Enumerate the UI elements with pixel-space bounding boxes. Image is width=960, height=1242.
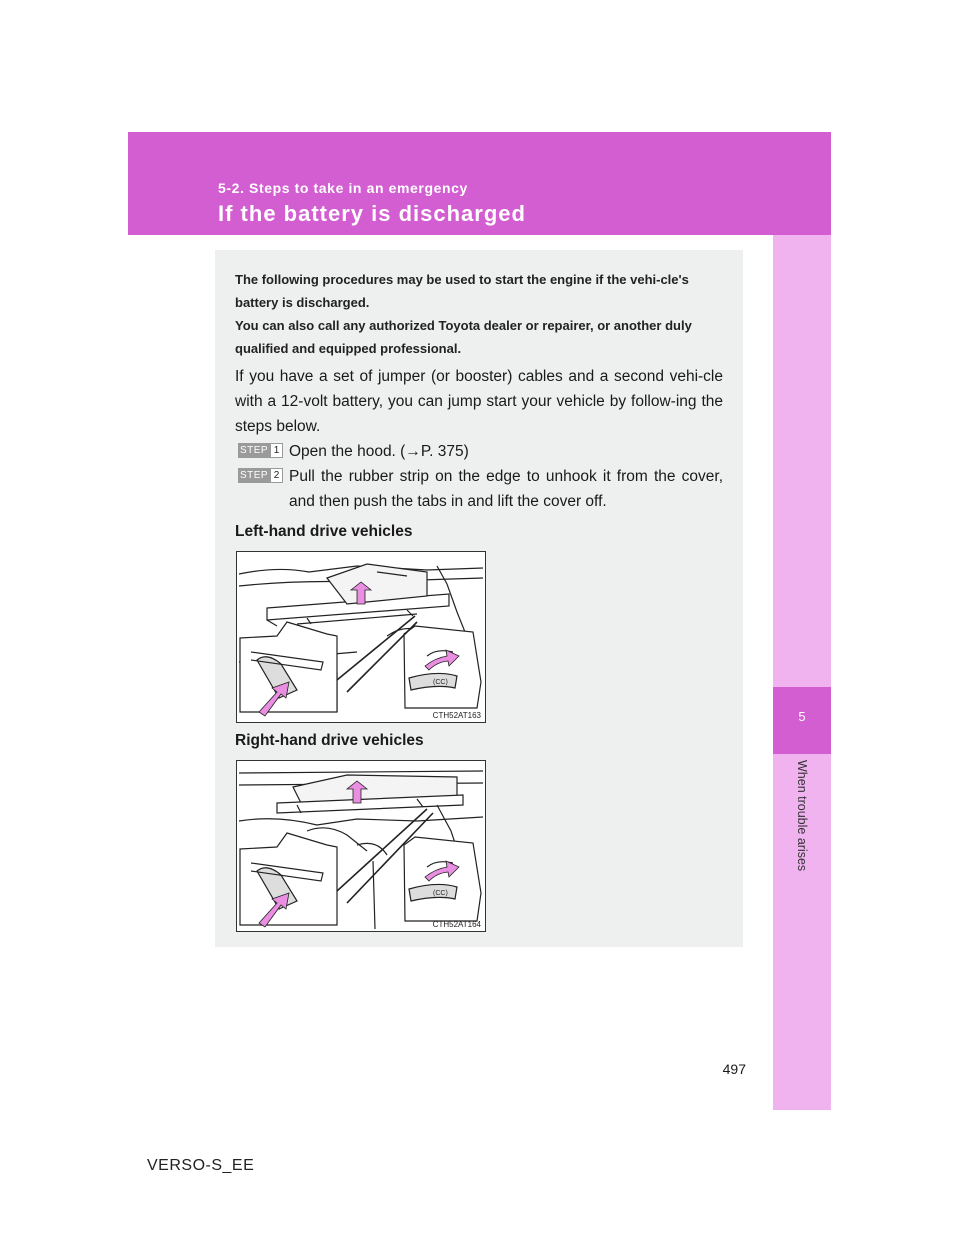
svg-text:(CC): (CC)	[433, 890, 448, 897]
page-number: 497	[722, 1061, 746, 1077]
step-badge-word: STEP	[239, 445, 269, 456]
page-title: If the battery is discharged	[218, 201, 526, 226]
intro-paragraph-2: You can also call any authorized Toyota dealer or repairer, or another duly qualified and equipped professional.	[235, 318, 692, 356]
step-text: Pull the rubber strip on the edge to unhook it from the cover, and then push the tabs in and lift the cover off.	[289, 468, 723, 510]
step-1	[235, 439, 723, 464]
step-badge-number: 1	[271, 444, 282, 457]
step-badge	[238, 468, 283, 483]
content-box	[215, 250, 743, 947]
header-band	[128, 132, 831, 235]
section-heading: 5-2. Steps to take in an emergency	[218, 180, 468, 196]
step-text: Open the hood. (→P. 375)	[289, 443, 469, 460]
chapter-number: 5	[798, 709, 806, 724]
engine-cover-illustration	[237, 761, 485, 931]
figure-heading-lhd: Left-hand drive vehicles	[235, 523, 413, 540]
engine-cover-illustration	[237, 552, 485, 722]
step-badge-number: 2	[271, 469, 282, 482]
intro-text	[235, 268, 723, 360]
step-badge	[238, 443, 283, 458]
figure-code: CTH52AT163	[432, 711, 481, 720]
footer-model-code: VERSO-S_EE	[147, 1157, 255, 1174]
figure-lhd-illustration	[236, 551, 486, 723]
figure-heading-rhd: Right-hand drive vehicles	[235, 732, 424, 749]
step-badge-word: STEP	[239, 470, 269, 481]
body-paragraph: If you have a set of jumper (or booster) cables and a second vehi-cle with a 12-volt battery, you can jump start your vehicle by follow-ing the steps below.	[235, 368, 723, 435]
chapter-label: When trouble arises	[795, 760, 809, 872]
step-2	[235, 464, 723, 514]
figure-rhd-illustration	[236, 760, 486, 932]
intro-paragraph-1: The following procedures may be used to start the engine if the vehi-cle's battery is discharged.	[235, 272, 689, 310]
chapter-side-tab	[773, 235, 831, 1110]
svg-text:(CC): (CC)	[433, 679, 448, 686]
figure-code: CTH52AT164	[432, 920, 481, 929]
